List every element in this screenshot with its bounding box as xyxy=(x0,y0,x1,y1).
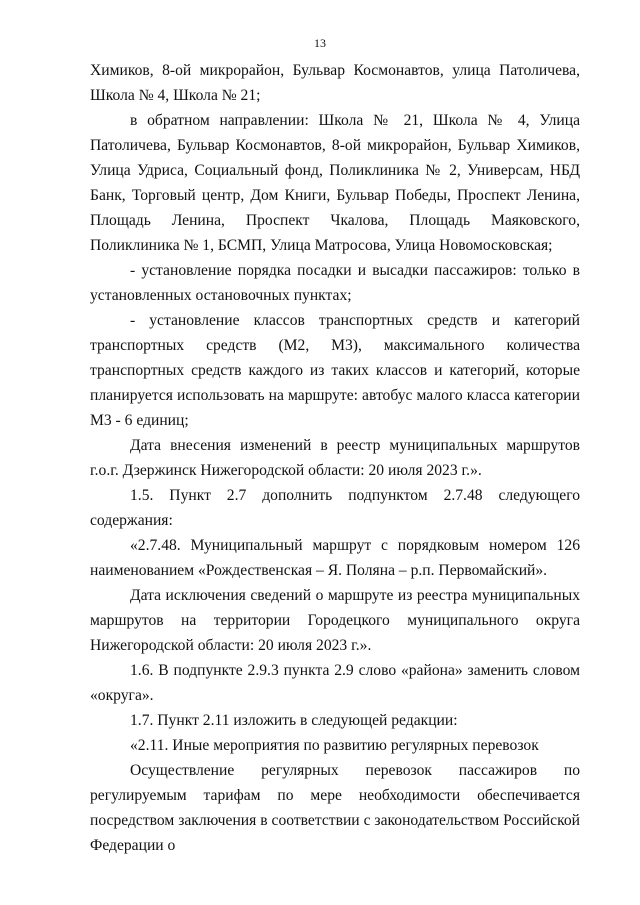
page-number: 13 xyxy=(314,36,326,50)
paragraph-boarding-order: - установление порядка посадки и высадки пассажиров: только в установленных остановочных пунктах; xyxy=(90,262,580,304)
paragraph-registry-change-date: Дата внесения изменений в реестр муниципальных маршрутов г.о.г. Дзержинск Нижегородской области: 20 июля 2023 г.». xyxy=(90,437,580,479)
paragraph-item-1-6: 1.6. В подпункте 2.9.3 пункта 2.9 слово «района» заменить словом «округа». xyxy=(90,662,580,704)
paragraph-route-reverse: в обратном направлении: Школа № 21, Школа № 4, Улица Патоличева, Бульвар Космонавтов, 8-ой микрорайон, Бульвар Химиков, Улица Удриса, Социальный фонд, Поликлиника № 2, Универсам, НБД Банк, Торговый центр, Дом Книги, Бульвар Победы, Проспект Ленина, Площадь Ленина, Проспект Чкалова, Площадь Маяковского, Поликлиника № 1, БСМП, Улица Матросова, Улица Новомосковская; xyxy=(90,112,580,254)
paragraph-section-2-11-heading: «2.11. Иные мероприятия по развитию регулярных перевозок xyxy=(130,737,539,754)
paragraph-exclusion-date: Дата исключения сведений о маршруте из реестра муниципальных маршрутов на территории Городецкого муниципального округа Нижегородской области: 20 июля 2023 г.». xyxy=(90,587,580,654)
paragraph-regular-transport: Осуществление регулярных перевозок пассажиров по регулируемым тарифам по мере необходимости обеспечивается посредством заключения в соответствии с законодательством Российской Федерации о xyxy=(90,762,580,854)
paragraph-route-forward-end: Химиков, 8-ой микрорайон, Бульвар Космонавтов, улица Патоличева, Школа № 4, Школа № 21; xyxy=(90,62,580,104)
paragraph-route-2-7-48: «2.7.48. Муниципальный маршрут с порядковым номером 126 наименованием «Рождественская – Я. Поляна – р.п. Первомайский». xyxy=(90,537,580,579)
document-body xyxy=(90,58,580,858)
paragraph-item-1-5: 1.5. Пункт 2.7 дополнить подпунктом 2.7.48 следующего содержания: xyxy=(90,487,580,529)
paragraph-item-1-7: 1.7. Пункт 2.11 изложить в следующей редакции: xyxy=(130,712,458,729)
paragraph-vehicle-classes: - установление классов транспортных средств и категорий транспортных средств (М2, М3), максимального количества транспортных средств каждого из таких классов и категорий, которые планируется использовать на маршруте: автобус малого класса категории М3 - 6 единиц; xyxy=(90,312,580,429)
